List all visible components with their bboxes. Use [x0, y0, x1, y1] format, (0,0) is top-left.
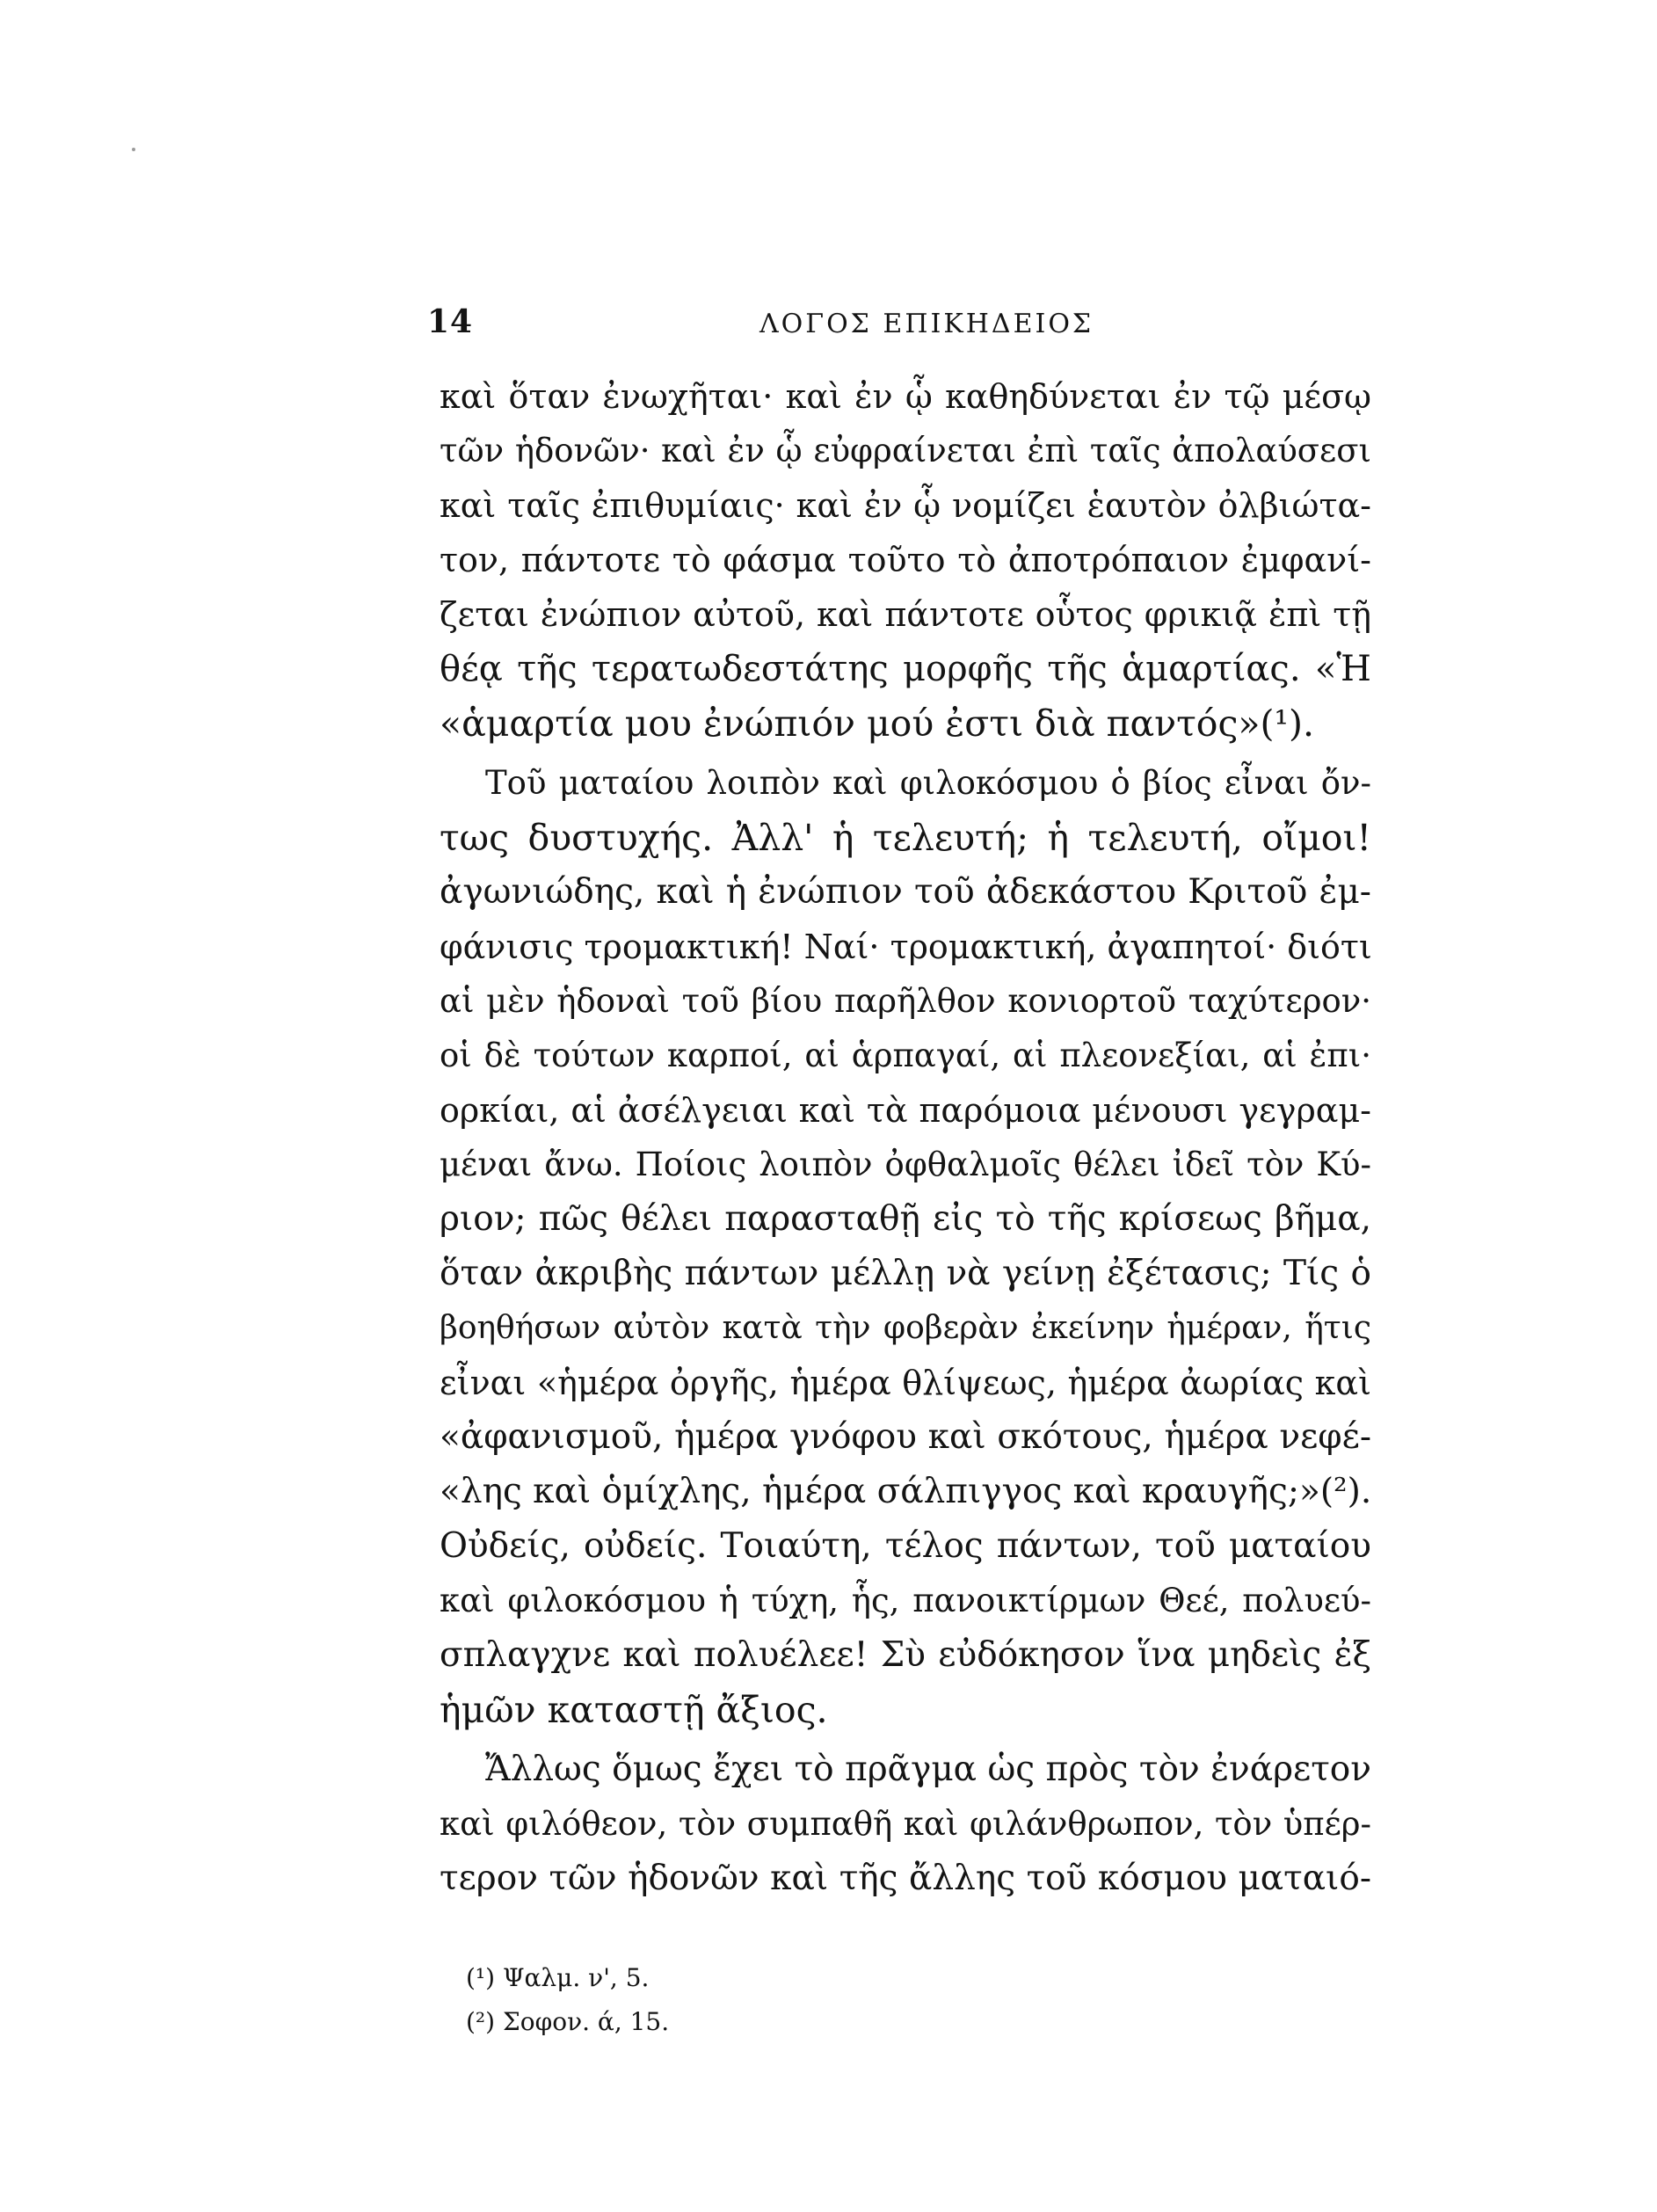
- text-line: ορκίαι, αἱ ἀσέλγειαι καὶ τὰ παρόμοια μένουσι γεγραμ-: [440, 1091, 1371, 1130]
- page-header: [427, 303, 1394, 356]
- text-line: «λης καὶ ὁμίχλης, ἡμέρα σάλπιγγος καὶ κραυγῆς;»(²).: [440, 1472, 1372, 1511]
- text-line: καὶ ὅταν ἐνωχῆται· καὶ ἐν ᾧ καθηδύνεται ἐν τῷ μέσῳ: [440, 377, 1371, 416]
- paper-speck: [132, 148, 135, 151]
- text-line: Τοῦ ματαίου λοιπὸν καὶ φιλοκόσμου ὁ βίος εἶναι ὄν-: [485, 764, 1371, 802]
- body-text: [440, 369, 1371, 1906]
- text-line: Ἄλλως ὅμως ἔχει τὸ πρᾶγμα ὡς πρὸς τὸν ἐνάρετον: [485, 1750, 1371, 1789]
- text-line: καὶ φιλοκόσμου ἡ τύχη, ἧς, πανοικτίρμων Θεέ, πολυεύ-: [440, 1582, 1371, 1619]
- text-line: βοηθήσων αὐτὸν κατὰ τὴν φοβερὰν ἐκείνην ἡμέραν, ἥτις: [440, 1310, 1371, 1346]
- text-line: καὶ φιλόθεον, τὸν συμπαθῆ καὶ φιλάνθρωπον, τὸν ὑπέρ-: [440, 1805, 1371, 1843]
- text-line: οἱ δὲ τούτων καρποί, αἱ ἁρπαγαί, αἱ πλεονεξίαι, αἱ ἐπι·: [440, 1037, 1371, 1074]
- text-line: «ἀφανισμοῦ, ἡμέρα γνόφου καὶ σκότους, ἡμέρα νεφέ-: [440, 1417, 1371, 1457]
- footnote: (¹) Ψαλμ. ν', 5.: [466, 1963, 650, 1992]
- footnotes: [466, 1956, 1081, 2044]
- page-number: 14: [427, 303, 474, 340]
- text-line: φάνισις τρομακτική! Ναί· τρομακτική, ἀγαπητοί· διότι: [440, 928, 1372, 966]
- text-line: Οὐδείς, οὐδείς. Τοιαύτη, τέλος πάντων, τοῦ ματαίου: [440, 1526, 1371, 1566]
- text-line: ἡμῶν καταστῇ ἄξιος.: [440, 1689, 828, 1731]
- text-line: σπλαγχνε καὶ πολυέλεε! Σὺ εὐδόκησον ἵνα μηδεὶς ἐξ: [440, 1635, 1371, 1675]
- text-line: τερον τῶν ἡδονῶν καὶ τῆς ἄλλης τοῦ κόσμου ματαιό-: [440, 1859, 1371, 1898]
- text-line: εἶναι «ἡμέρα ὀργῆς, ἡμέρα θλίψεως, ἡμέρα ἀωρίας καὶ: [440, 1364, 1371, 1402]
- text-line: αἱ μὲν ἡδοναὶ τοῦ βίου παρῆλθον κονιορτοῦ ταχύτερον·: [440, 982, 1371, 1020]
- footnote: (²) Σοφον. ά, 15.: [466, 2007, 670, 2036]
- text-line: τως δυστυχής. Ἀλλ' ἡ τελευτή; ἡ τελευτή, οἴμοι!: [440, 817, 1371, 859]
- text-line: «ἁμαρτία μου ἐνώπιόν μού ἐστι διὰ παντός»(¹).: [440, 702, 1314, 745]
- text-line: τῶν ἡδονῶν· καὶ ἐν ᾧ εὐφραίνεται ἐπὶ ταῖς ἀπολαύσεσι: [440, 432, 1371, 469]
- text-line: μέναι ἄνω. Ποίοις λοιπὸν ὀφθαλμοῖς θέλει ἰδεῖ τὸν Κύ-: [440, 1146, 1371, 1183]
- text-line: καὶ ταῖς ἐπιθυμίαις· καὶ ἐν ᾧ νομίζει ἑαυτὸν ὀλβιώτα-: [440, 486, 1371, 525]
- running-title: ΛΟΓΟΣ ΕΠΙΚΗΔΕΙΟΣ: [759, 309, 1094, 339]
- text-line: ζεται ἐνώπιον αὐτοῦ, καὶ πάντοτε οὗτος φρικιᾷ ἐπὶ τῇ: [440, 595, 1371, 634]
- text-line: ἀγωνιώδης, καὶ ἡ ἐνώπιον τοῦ ἀδεκάστου Κριτοῦ ἐμ-: [440, 872, 1371, 912]
- text-line: ριον; πῶς θέλει παρασταθῇ εἰς τὸ τῆς κρίσεως βῆμα,: [440, 1199, 1371, 1239]
- text-line: τον, πάντοτε τὸ φάσμα τοῦτο τὸ ἀποτρόπαιον ἐμφανί-: [440, 541, 1371, 579]
- text-line: θέᾳ τῆς τερατωδεστάτης μορφῆς τῆς ἁμαρτίας. «Ἡ: [440, 649, 1371, 689]
- text-line: ὅταν ἀκριβὴς πάντων μέλλῃ νὰ γείνῃ ἐξέτασις; Τίς ὁ: [440, 1254, 1371, 1293]
